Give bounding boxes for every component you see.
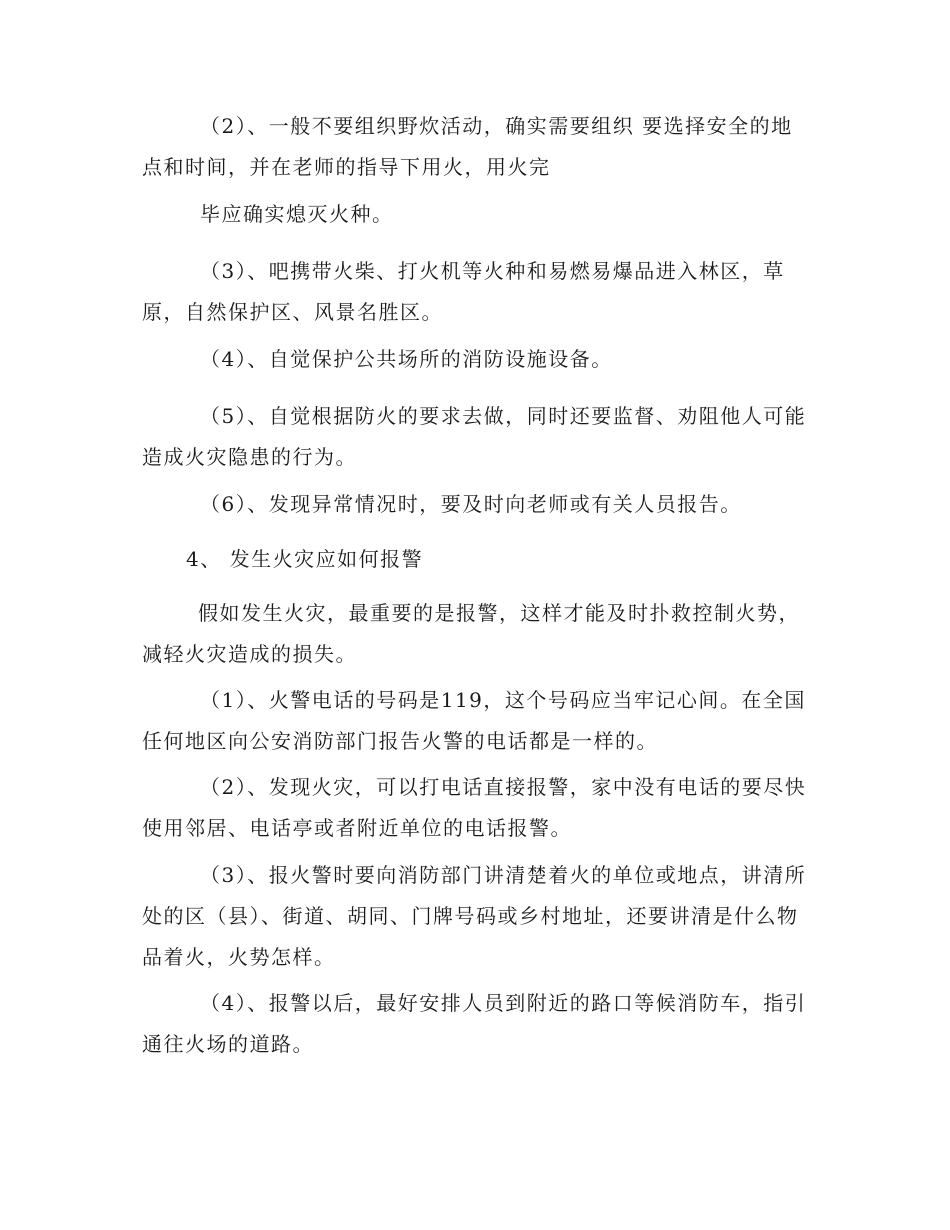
paragraph-report-2: （2）、发现火灾，可以打电话直接报警，家中没有电话的要尽快使用邻居、电话亭或者附近单位的电话报警。 — [142, 775, 807, 840]
paragraph-fire-safety-5: （5）、自觉根据防火的要求去做，同时还要监督、劝阻他人可能造成火灾隐患的行为。 — [142, 404, 807, 469]
paragraph-fire-safety-2: （2）、一般不要组织野炊活动，确实需要组织 要选择安全的地点和时间，并在老师的指导下用火，用火完 — [142, 114, 793, 179]
paragraph-report-intro: 假如发生火灾，最重要的是报警，这样才能及时扑救控制火势，减轻火灾造成的损失。 — [142, 601, 800, 666]
paragraph-report-3: （3）、报火警时要向消防部门讲清楚着火的单位或地点，讲清所处的区（县）、街道、胡同、门牌号码或乡村地址，还要讲清是什么物品着火，火势怎样。 — [142, 863, 807, 969]
section-heading-how-to-report-fire: 4、 发生火灾应如何报警 — [186, 547, 424, 571]
paragraph-fire-safety-6: （6）、发现异常情况时，要及时向老师或有关人员报告。 — [200, 492, 742, 516]
paragraph-fire-safety-3: （3）、吧携带火柴、打火机等火种和易燃易爆品进入林区，草原，自然保护区、风景名胜区。 — [142, 259, 785, 324]
paragraph-report-4: （4）、报警以后，最好安排人员到附近的路口等候消防车，指引通往火场的道路。 — [142, 991, 807, 1056]
paragraph-fire-safety-4: （4）、自觉保护公共场所的消防设施设备。 — [200, 347, 613, 371]
paragraph-fire-safety-2-continued: 毕应确实熄灭火种。 — [200, 202, 394, 226]
paragraph-report-1: （1）、火警电话的号码是119，这个号码应当牢记心间。在全国任何地区向公安消防部门报告火警的电话都是一样的。 — [142, 688, 806, 753]
